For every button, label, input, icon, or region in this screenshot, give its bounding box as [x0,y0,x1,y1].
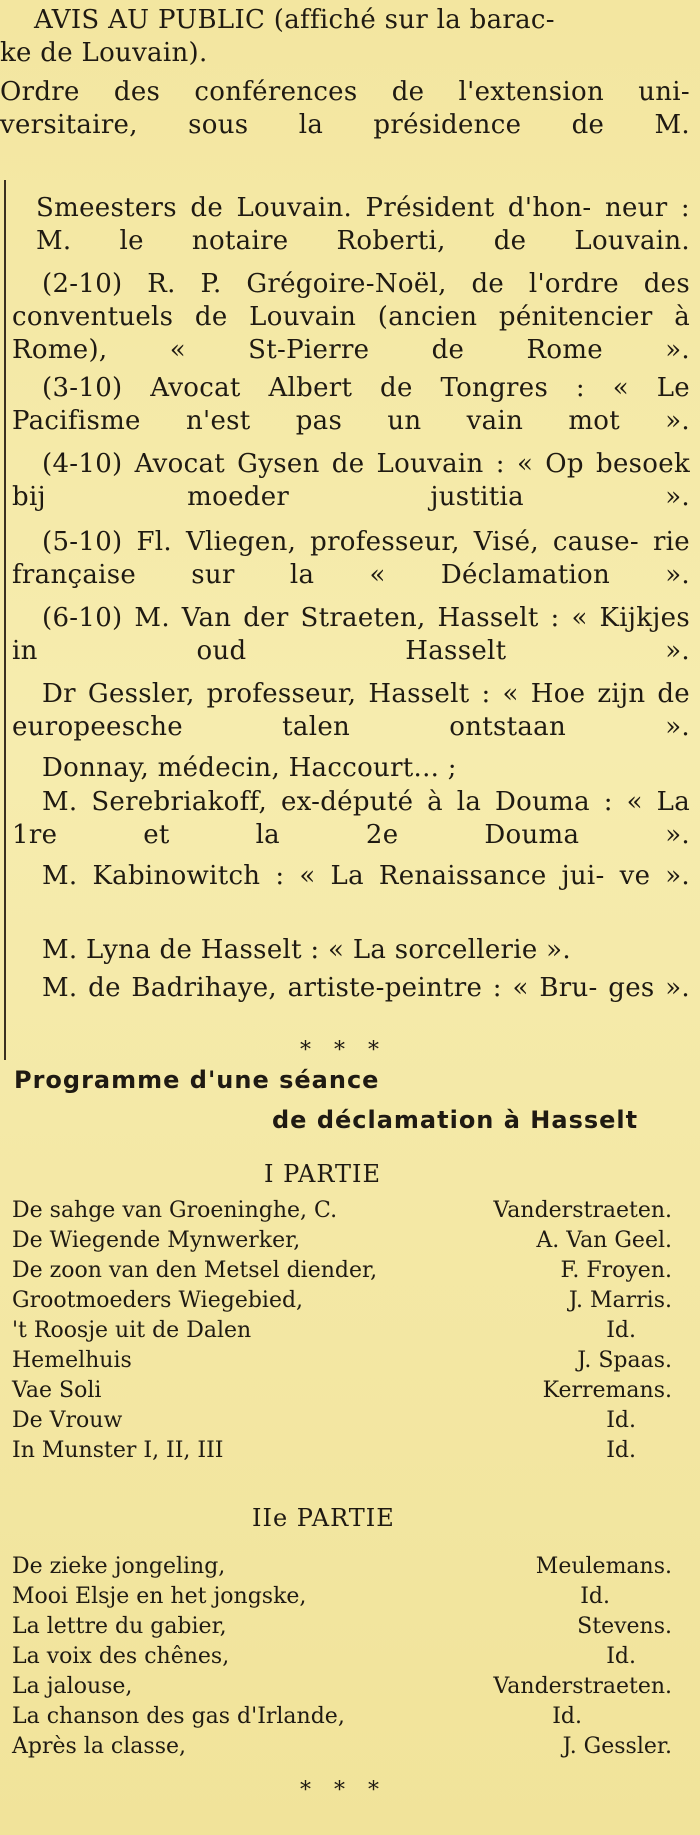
avis-line2: ke de Louvain). [0,38,208,68]
partie1-row [12,1226,672,1256]
programme-title-1: Programme d'une séance [14,1066,380,1094]
stars-separator-1: * * * [300,1038,387,1063]
row-title: De Vrouw [12,1408,123,1433]
row-title: La voix des chênes, [12,1644,230,1669]
partie2-heading: IIe PARTIE [252,1504,395,1532]
entry-10: M. Lyna de Hasselt : « La sorcellerie ». [42,935,571,965]
partie1-row [12,1436,672,1466]
entry-5: (6-10) M. Van der Straeten, Hasselt : « Kijkjes in oud Hasselt ». [12,603,690,666]
row-title: Vae Soli [12,1378,102,1403]
row-author: A. Van Geel. [536,1228,672,1253]
entry-1: (2-10) R. P. Grégoire-Noël, de l'ordre des conventuels de Louvain (ancien pénitencier à Rome), « St-Pierre de Rome ». [12,269,690,365]
row-title: Hemelhuis [12,1348,132,1373]
row-author: Stevens. [577,1614,672,1639]
row-title: Après la classe, [12,1734,187,1759]
entry-2: (3-10) Avocat Albert de Tongres : « Le Pacifisme n'est pas un vain mot ». [12,373,690,436]
row-title: De Wiegende Mynwerker, [12,1228,301,1253]
partie2-row [12,1552,672,1582]
row-author: J. Gessler. [562,1734,672,1759]
row-title: La lettre du gabier, [12,1614,227,1639]
partie1-row [12,1196,672,1226]
row-title: La jalouse, [12,1674,133,1699]
entry-3: (4-10) Avocat Gysen de Louvain : « Op besoek bij moeder justitia ». [12,449,690,512]
row-title: In Munster I, II, III [12,1438,224,1463]
partie2-row [12,1732,672,1762]
smeesters-paragraph: Smeesters de Louvain. Président d'hon- neur : M. le notaire Roberti, de Louvain. [36,193,690,256]
partie2-row [12,1582,672,1612]
row-author: Meulemans. [535,1554,672,1579]
stars-separator-2: * * * [300,1778,387,1803]
partie1-row [12,1256,672,1286]
row-author: Id. [606,1644,636,1669]
row-author: Id. [606,1408,636,1433]
row-author: Kerremans. [542,1378,672,1403]
row-author: Vanderstraeten. [493,1198,672,1223]
entry-7: Donnay, médecin, Haccourt... ; [42,753,457,783]
entry-11: M. de Badrihaye, artiste-peintre : « Bru- ges ». [42,973,690,1003]
partie1-row [12,1316,672,1346]
partie2-row [12,1642,672,1672]
partie1-row [12,1376,672,1406]
partie1-heading: I PARTIE [264,1160,382,1188]
row-title: De zoon van den Metsel diender, [12,1258,378,1283]
row-title: De zieke jongeling, [12,1554,226,1579]
partie1-row [12,1406,672,1436]
row-title: La chanson des gas d'Irlande, [12,1704,345,1729]
row-title: Grootmoeders Wiegebied, [12,1288,304,1313]
partie2-row [12,1702,672,1732]
programme-title-2: de déclamation à Hasselt [272,1106,639,1134]
partie2-row [12,1672,672,1702]
row-title: De sahge van Groeninghe, C. [12,1198,338,1223]
partie2-row [12,1612,672,1642]
row-author: Id. [552,1704,582,1729]
ordre-paragraph: Ordre des conférences de l'extension uni- versitaire, sous la présidence de M. [0,77,690,140]
row-author: Vanderstraeten. [493,1674,672,1699]
row-author: Id. [580,1584,610,1609]
row-author: Id. [606,1438,636,1463]
left-margin-line [4,180,6,1060]
row-title: 't Roosje uit de Dalen [12,1318,252,1343]
avis-line1: AVIS AU PUBLIC (affiché sur la barac- [34,5,555,35]
partie1-row [12,1286,672,1316]
entry-6: Dr Gessler, professeur, Hasselt : « Hoe zijn de europeesche talen ontstaan ». [12,679,690,742]
partie1-row [12,1346,672,1376]
row-author: J. Marris. [568,1288,672,1313]
entry-4: (5-10) Fl. Vliegen, professeur, Visé, cause- rie française sur la « Déclamation ». [12,527,690,590]
entry-9: M. Kabinowitch : « La Renaissance jui- ve ». [42,861,690,891]
row-author: Id. [606,1318,636,1343]
entry-8: M. Serebriakoff, ex-député à la Douma : « La 1re et la 2e Douma ». [12,787,690,850]
row-author: F. Froyen. [560,1258,672,1283]
row-author: J. Spaas. [577,1348,672,1373]
row-title: Mooi Elsje en het jongske, [12,1584,307,1609]
